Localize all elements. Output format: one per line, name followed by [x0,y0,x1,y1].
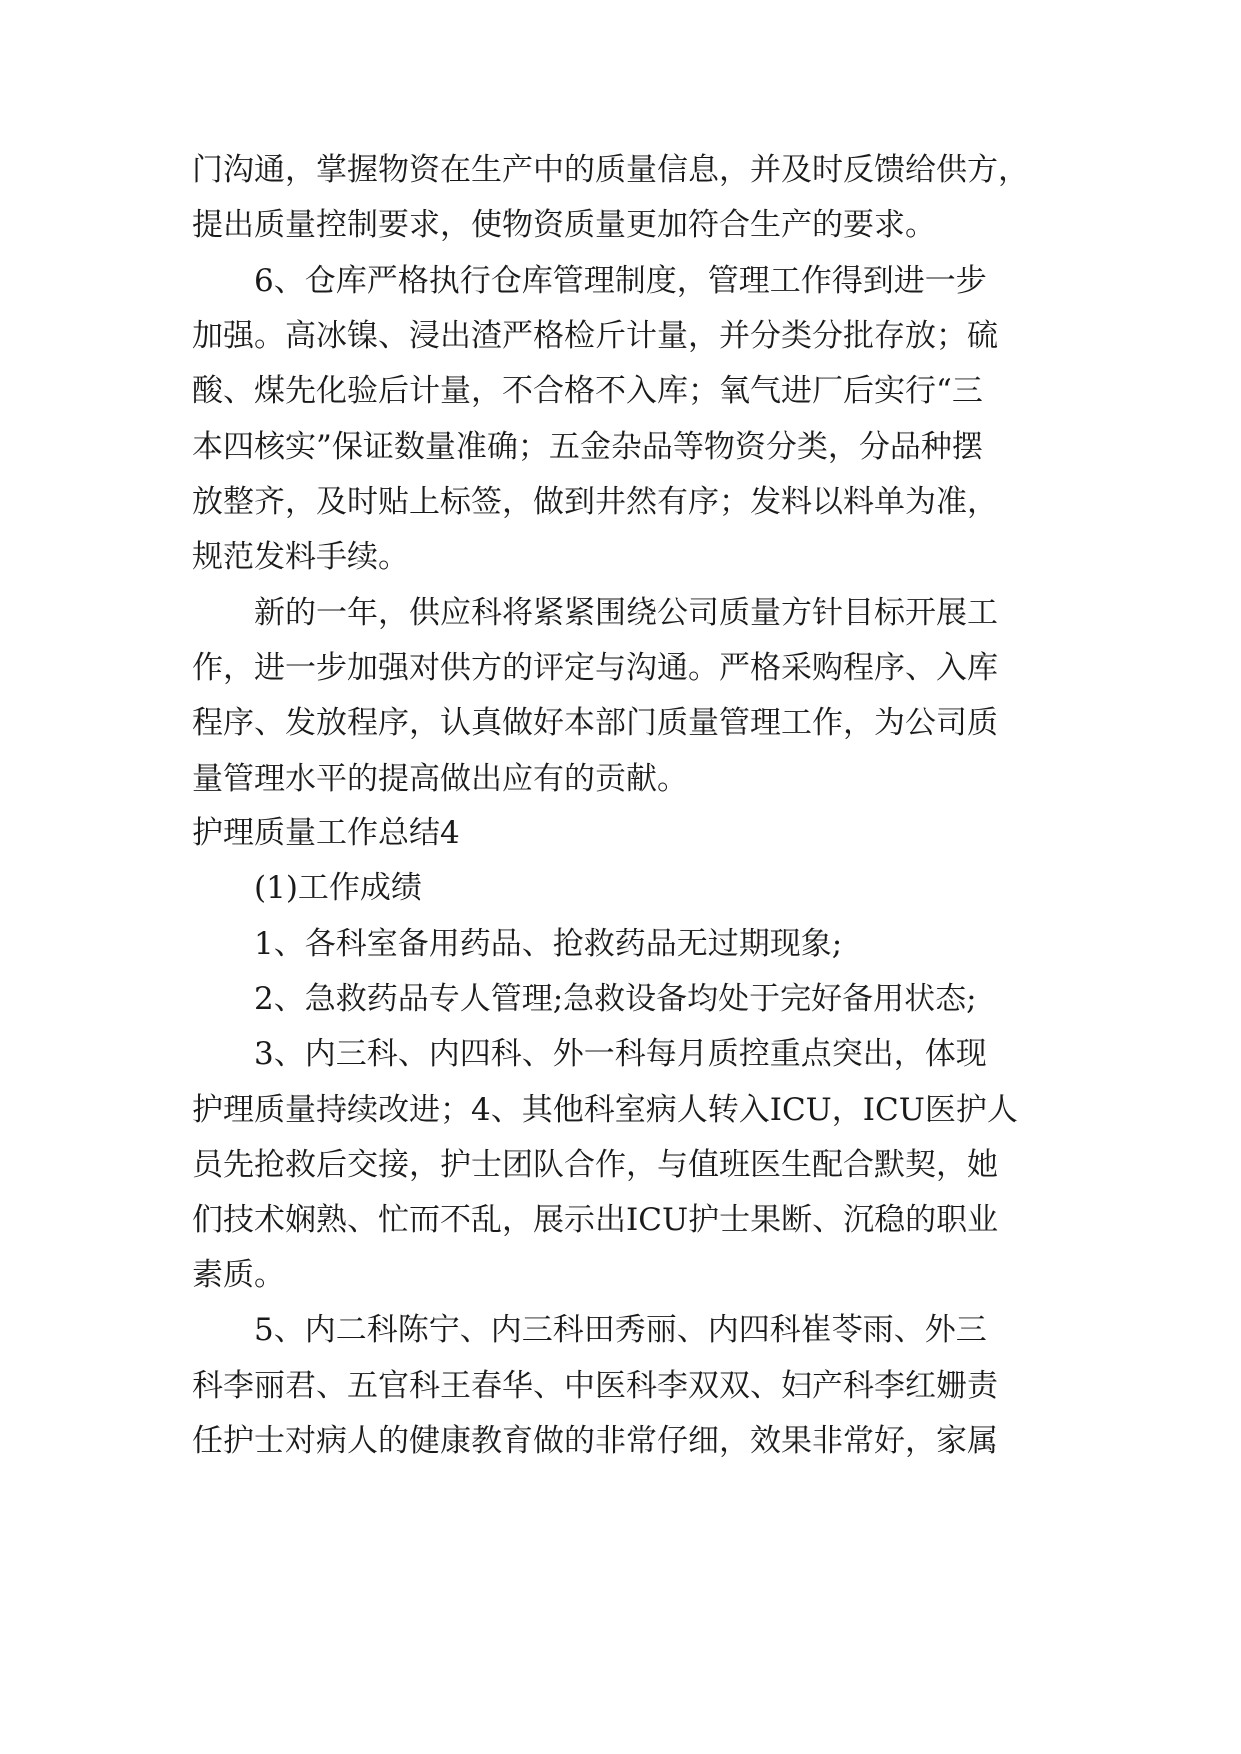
text-line-24: 任护士对病人的健康教育做的非常仔细，效果非常好，家属 [192,1423,998,1459]
text-line-9: 新的一年，供应科将紧紧围绕公司质量方针目标开展工 [254,595,998,631]
text-line-1: 门沟通，掌握物资在生产中的质量信息，并及时反馈给供方， [192,152,1029,188]
text-line-20: 们技术娴熟、忙而不乱，展示出ICU护士果断、沉稳的职业 [192,1202,999,1238]
list-item-2: 2、急救药品专人管理;急救设备均处于完好备用状态; [254,981,977,1017]
text-line-11: 程序、发放程序，认真做好本部门质量管理工作，为公司质 [192,705,998,741]
text-line-4: 加强。高冰镍、浸出渣严格检斤计量，并分类分批存放；硫 [192,318,998,354]
text-line-2: 提出质量控制要求，使物资质量更加符合生产的要求。 [192,207,936,243]
list-item-5: 5、内二科陈宁、内三科田秀丽、内四科崔苓雨、外三 [254,1312,987,1348]
text-line-7: 放整齐，及时贴上标签，做到井然有序；发料以料单为准， [192,484,998,520]
text-line-23: 科李丽君、五官科王春华、中医科李双双、妇产科李红姗责 [192,1368,998,1404]
text-line-3: 6、仓库严格执行仓库管理制度，管理工作得到进一步 [254,263,987,299]
list-item-3: 3、内三科、内四科、外一科每月质控重点突出，体现 [254,1036,987,1072]
text-line-8: 规范发料手续。 [192,539,409,575]
text-line-5: 酸、煤先化验后计量，不合格不入库；氧气进厂后实行“三 [192,373,983,409]
list-item-1: 1、各科室备用药品、抢救药品无过期现象; [254,926,843,962]
subsection-heading: (1)工作成绩 [254,870,422,906]
text-line-21: 素质。 [192,1257,285,1293]
text-line-18: 护理质量持续改进；4、其他科室病人转入ICU，ICU医护人 [192,1092,1018,1128]
section-heading: 护理质量工作总结4 [192,815,460,851]
text-line-19: 员先抢救后交接，护士团队合作，与值班医生配合默契，她 [192,1147,998,1183]
text-line-10: 作，进一步加强对供方的评定与沟通。严格采购程序、入库 [192,650,998,686]
text-line-6: 本四核实”保证数量准确；五金杂品等物资分类，分品种摆 [192,429,983,465]
text-line-12: 量管理水平的提高做出应有的贡献。 [192,761,688,797]
